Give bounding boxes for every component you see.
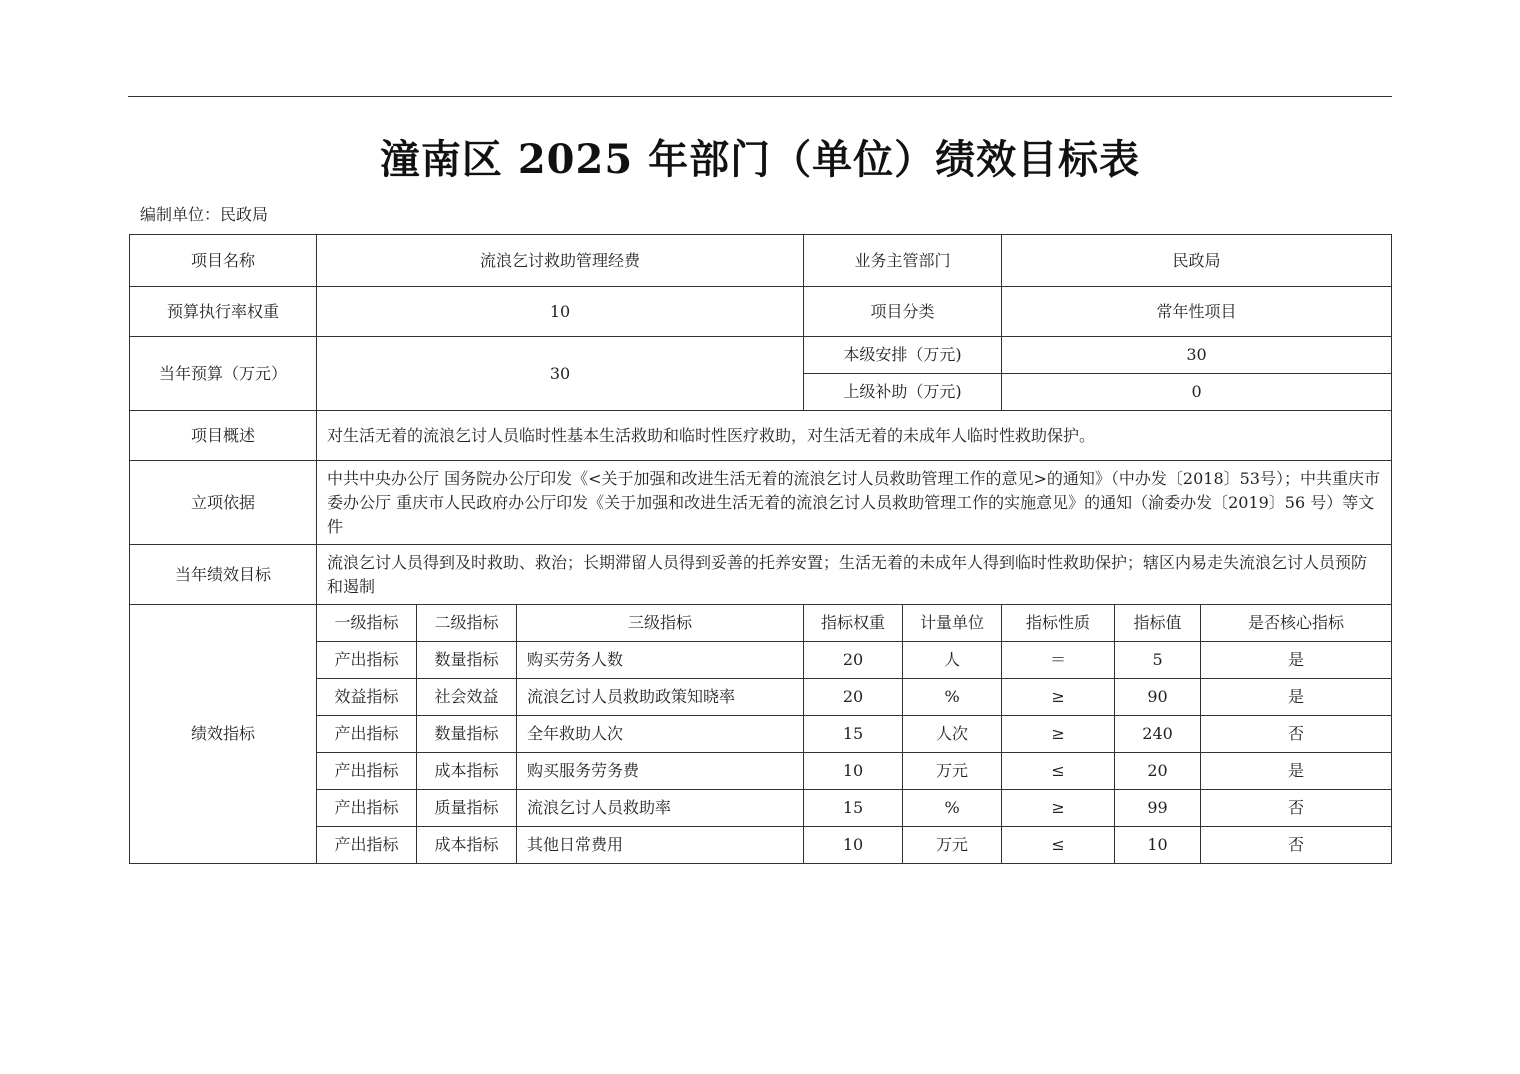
cell-value: 240 [1115,716,1201,753]
row-weight [130,287,1392,337]
cell-unit: 人 [903,642,1002,679]
row-project-name [130,235,1392,287]
label-summary: 项目概述 [130,411,317,461]
cell-level2: 数量指标 [417,716,517,753]
header-level3: 三级指标 [517,605,804,642]
cell-nature: ＝ [1002,642,1115,679]
cell-core: 否 [1201,827,1392,864]
cell-nature: ≥ [1002,679,1115,716]
row-summary [130,411,1392,461]
cell-level3: 购买服务劳务费 [517,753,804,790]
cell-unit: 万元 [903,827,1002,864]
label-category: 项目分类 [804,287,1002,337]
label-dept: 业务主管部门 [804,235,1002,287]
cell-level3: 流浪乞讨人员救助政策知晓率 [517,679,804,716]
cell-level1: 产出指标 [317,753,417,790]
cell-weight: 20 [804,679,903,716]
cell-value: 99 [1115,790,1201,827]
cell-core: 否 [1201,790,1392,827]
cell-weight: 20 [804,642,903,679]
cell-core: 否 [1201,716,1392,753]
cell-nature: ≤ [1002,827,1115,864]
cell-core: 是 [1201,753,1392,790]
cell-level1: 产出指标 [317,827,417,864]
header-level2: 二级指标 [417,605,517,642]
table-row [130,679,1392,716]
value-dept: 民政局 [1002,235,1392,287]
cell-level3: 流浪乞讨人员救助率 [517,790,804,827]
value-basis: 中共中央办公厅 国务院办公厅印发《<关于加强和改进生活无着的流浪乞讨人员救助管理工作的意见>的通知》（中办发〔2018〕53号）；中共重庆市委办公厅 重庆市人民政府办公厅印发《关于加强和改进生活无着的流浪乞讨人员救助管理工作的实施意见》的通知（渝委办发〔2019〕56 号）等文件 [317,461,1392,545]
value-weight: 10 [317,287,804,337]
cell-level2: 社会效益 [417,679,517,716]
label-budget: 当年预算（万元） [130,337,317,411]
cell-value: 10 [1115,827,1201,864]
page-title: 潼南区 2025 年部门（单位）绩效目标表 [379,136,1141,183]
header-value: 指标值 [1115,605,1201,642]
table-row [130,753,1392,790]
label-basis: 立项依据 [130,461,317,545]
cell-unit: % [903,790,1002,827]
cell-level2: 质量指标 [417,790,517,827]
cell-core: 是 [1201,642,1392,679]
table-row [130,642,1392,679]
cell-value: 90 [1115,679,1201,716]
cell-level2: 成本指标 [417,827,517,864]
cell-value: 20 [1115,753,1201,790]
top-rule [128,96,1392,97]
unit-line: 编制单位：民政局 [140,205,269,224]
header-weight: 指标权重 [804,605,903,642]
value-goal: 流浪乞讨人员得到及时救助、救治；长期滞留人员得到妥善的托养安置；生活无着的未成年人得到临时性救助保护；辖区内易走失流浪乞讨人员预防和遏制 [317,545,1392,605]
performance-table [129,234,1392,864]
value-upper: 0 [1002,374,1392,411]
label-weight: 预算执行率权重 [130,287,317,337]
value-budget: 30 [317,337,804,411]
cell-core: 是 [1201,679,1392,716]
cell-weight: 15 [804,716,903,753]
header-core: 是否核心指标 [1201,605,1392,642]
cell-nature: ≥ [1002,790,1115,827]
row-goal [130,545,1392,605]
cell-unit: % [903,679,1002,716]
label-indicators: 绩效指标 [130,605,317,864]
value-project-name: 流浪乞讨救助管理经费 [317,235,804,287]
cell-weight: 10 [804,753,903,790]
label-upper: 上级补助（万元) [804,374,1002,411]
header-unit: 计量单位 [903,605,1002,642]
label-local: 本级安排（万元) [804,337,1002,374]
cell-nature: ≥ [1002,716,1115,753]
cell-level2: 数量指标 [417,642,517,679]
cell-level2: 成本指标 [417,753,517,790]
table-row [130,790,1392,827]
cell-nature: ≤ [1002,753,1115,790]
table-row [130,827,1392,864]
cell-weight: 15 [804,790,903,827]
cell-level3: 购买劳务人数 [517,642,804,679]
cell-level1: 产出指标 [317,716,417,753]
header-level1: 一级指标 [317,605,417,642]
cell-level1: 效益指标 [317,679,417,716]
cell-unit: 人次 [903,716,1002,753]
cell-value: 5 [1115,642,1201,679]
label-goal: 当年绩效目标 [130,545,317,605]
cell-level3: 全年救助人次 [517,716,804,753]
label-project-name: 项目名称 [130,235,317,287]
value-local: 30 [1002,337,1392,374]
cell-level1: 产出指标 [317,642,417,679]
cell-weight: 10 [804,827,903,864]
header-nature: 指标性质 [1002,605,1115,642]
indicator-header-row [130,605,1392,642]
cell-unit: 万元 [903,753,1002,790]
row-budget-local [130,337,1392,374]
row-basis [130,461,1392,545]
cell-level3: 其他日常费用 [517,827,804,864]
value-category: 常年性项目 [1002,287,1392,337]
cell-level1: 产出指标 [317,790,417,827]
value-summary: 对生活无着的流浪乞讨人员临时性基本生活救助和临时性医疗救助，对生活无着的未成年人临时性救助保护。 [317,411,1392,461]
table-row [130,716,1392,753]
